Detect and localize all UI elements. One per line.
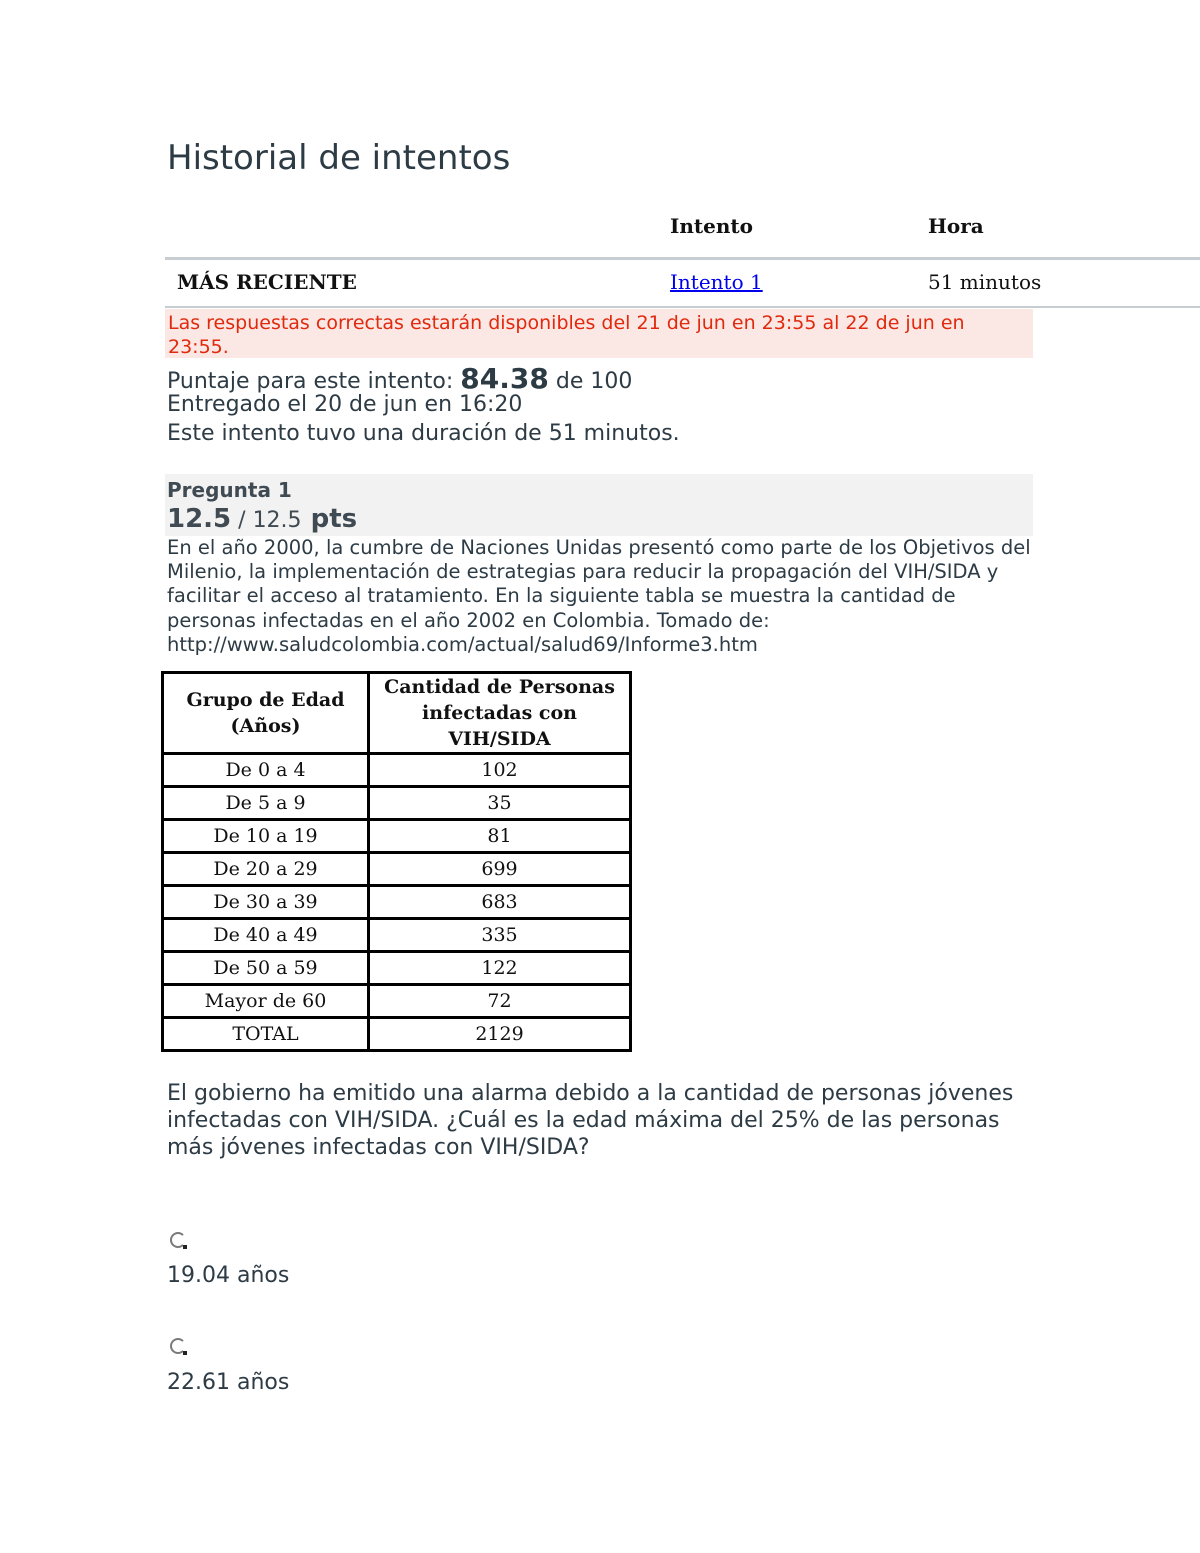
count-cell: 122 [369, 952, 631, 985]
score-value: 84.38 [460, 362, 549, 395]
age-group-cell: De 10 a 19 [163, 820, 369, 853]
header-infected-count-line1: Cantidad de Personas [384, 676, 615, 698]
answers-notice-text: Las respuestas correctas estarán disponibles del 21 de jun en 23:55 al 22 de jun en 23:55. [168, 312, 965, 358]
infections-table [161, 671, 632, 1052]
age-group-cell: TOTAL [163, 1018, 369, 1051]
count-cell: 102 [369, 754, 631, 787]
attempt-duration: Este intento tuvo una duración de 51 minutos. [167, 421, 680, 446]
submitted-time: Entregado el 20 de jun en 16:20 [167, 392, 523, 417]
table-row [163, 754, 631, 787]
count-cell: 81 [369, 820, 631, 853]
table-row [163, 952, 631, 985]
table-row [163, 1018, 631, 1051]
points-separator: / [231, 508, 253, 533]
header-infected-count-line2: infectadas con VIH/SIDA [422, 702, 577, 750]
score-line [167, 362, 632, 395]
table-row [163, 919, 631, 952]
question-title: Pregunta 1 [167, 478, 292, 502]
points-earned: 12.5 [167, 504, 232, 534]
question-points [167, 504, 357, 534]
option-2-label[interactable]: 22.61 años [167, 1370, 290, 1395]
answers-availability-notice [165, 309, 1033, 358]
table-row [163, 787, 631, 820]
age-group-cell: De 40 a 49 [163, 919, 369, 952]
points-unit: pts [301, 504, 358, 534]
history-divider-top [165, 257, 1200, 260]
age-group-cell: Mayor de 60 [163, 985, 369, 1018]
table-row [163, 820, 631, 853]
header-infected-count [369, 673, 631, 754]
age-group-cell: De 5 a 9 [163, 787, 369, 820]
age-group-cell: De 0 a 4 [163, 754, 369, 787]
history-row-label: MÁS RECIENTE [177, 270, 357, 294]
header-age-group-line1: Grupo de Edad [186, 689, 345, 711]
option-1-label[interactable]: 19.04 años [167, 1263, 290, 1288]
age-group-cell: De 50 a 59 [163, 952, 369, 985]
score-prefix: Puntaje para este intento: [167, 369, 461, 394]
history-column-attempt: Intento [670, 214, 753, 238]
question-header [165, 474, 1033, 536]
age-group-cell: De 30 a 39 [163, 886, 369, 919]
option-2-radio[interactable] [170, 1338, 186, 1354]
age-group-cell: De 20 a 29 [163, 853, 369, 886]
question-prompt: El gobierno ha emitido una alarma debido a la cantidad de personas jóvenes infectadas con VIH/SIDA. ¿Cuál es la edad máxima del 25% de las personas más jóvenes infectadas con VIH/SIDA? [167, 1081, 1014, 1160]
history-divider-bottom [165, 306, 1200, 308]
points-possible: 12.5 [252, 508, 302, 533]
question-intro-text: En el año 2000, la cumbre de Naciones Unidas presentó como parte de los Objetivos del Milenio, la implementación de estrategias para reducir la propagación del VIH/SIDA y facilitar el acceso al tratamiento. En la siguiente tabla se muestra la cantidad de personas infectadas en el año 2002 en Colombia. Tomado de: http://www.saludcolombia.com/actual/salud69/Informe3.htm [167, 536, 1031, 656]
option-1-radio[interactable] [170, 1232, 186, 1248]
table-row [163, 985, 631, 1018]
header-age-group-line2: (Años) [230, 715, 301, 737]
count-cell: 72 [369, 985, 631, 1018]
score-suffix: de 100 [548, 369, 633, 394]
count-cell: 699 [369, 853, 631, 886]
table-row [163, 886, 631, 919]
history-row-time: 51 minutos [928, 270, 1042, 294]
attempt-1-link[interactable]: Intento 1 [670, 270, 763, 294]
count-cell: 2129 [369, 1018, 631, 1051]
count-cell: 683 [369, 886, 631, 919]
header-age-group [163, 673, 369, 754]
table-row [163, 853, 631, 886]
table-header-row [163, 673, 631, 754]
page-title: Historial de intentos [167, 138, 511, 178]
count-cell: 35 [369, 787, 631, 820]
history-column-time: Hora [928, 214, 984, 238]
count-cell: 335 [369, 919, 631, 952]
